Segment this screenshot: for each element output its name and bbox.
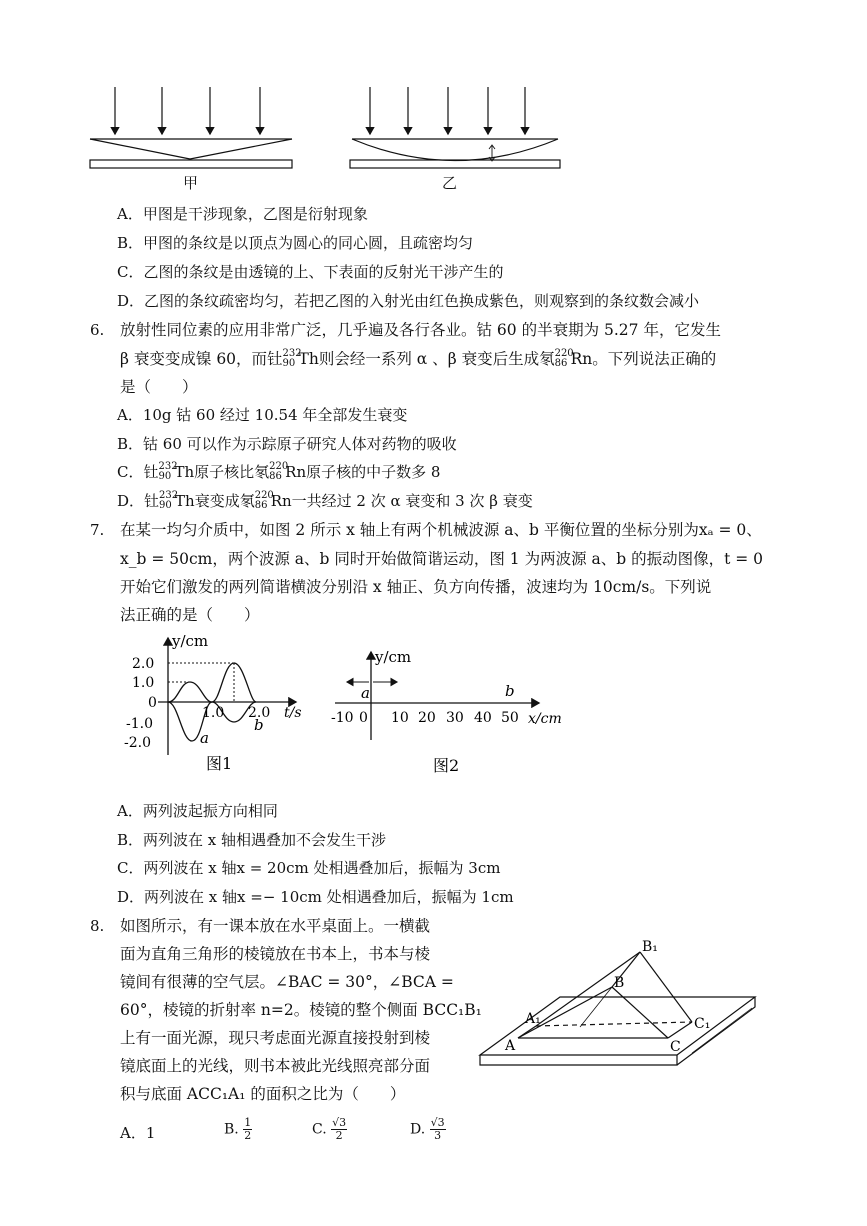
fig2-xtick-0: 0 [359, 710, 368, 726]
q7-stem-line2: x_b = 50cm，两个波源 a、b 同时开始做简谐运动，图 1 为两波源 a、b 的振动图像，t = 0 [120, 550, 764, 568]
fig1-ytick-1: 1.0 [132, 675, 155, 691]
fig1-ylabel: y/cm [172, 632, 209, 650]
q8-stem-line3: 镜间有很薄的空气层。∠BAC = 30°，∠BCA = [120, 973, 454, 991]
q5-option-c: C．乙图的条纹是由透镜的上、下表面的反射光干涉产生的 [117, 263, 504, 281]
q8-stem-line1: 如图所示，有一课本放在水平桌面上。一横截 [120, 917, 431, 935]
q5-option-b: B．甲图的条纹是以顶点为圆心的同心圆，且疏密均匀 [117, 234, 474, 252]
q7-stem-line1: 在某一均匀介质中，如图 2 所示 x 轴上有两个机械波源 a、b 平衡位置的坐标分别为xₐ = 0、 [120, 521, 762, 539]
fig2-point-b: b [505, 682, 515, 700]
fig1-xtick-1: 1.0 [202, 705, 225, 721]
q8-prism-figure [470, 935, 770, 1085]
th-isotope: 232 90 [282, 348, 302, 369]
q8-number: 8. [90, 917, 105, 935]
fig1-ytick-m1: -1.0 [126, 716, 153, 732]
q8-stem-line2: 面为直角三角形的棱镜放在书本上，书本与棱 [120, 945, 431, 963]
q8-stem-line6: 镜底面上的光线，则书本被此光线照亮部分面 [120, 1057, 431, 1075]
q6-option-c: C．钍 232 90 Th原子核比氡 220 86 Rn原子核的中子数多 8 [117, 461, 441, 482]
q7-option-a: A．两列波起振方向相同 [117, 802, 278, 820]
q6-stem-line1: 放射性同位素的应用非常广泛，几乎遍及各行各业。钴 60 的半衰期为 5.27 年，它发生 [120, 321, 721, 339]
q8-option-c: C. $\frac{√3}{2}$ [312, 1116, 347, 1142]
q6-option-b: B．钴 60 可以作为示踪原子研究人体对药物的吸收 [117, 435, 457, 453]
fig2-ylabel: y/cm [375, 648, 412, 666]
q7-figure-2 [325, 640, 575, 780]
fig2-xtick-40: 40 [474, 710, 492, 726]
q5-option-d: D．乙图的条纹疏密均匀，若把乙图的入射光由红色换成紫色，则观察到的条纹数会减小 [117, 292, 700, 310]
q6-stem-line3: 是（ ） [120, 378, 198, 396]
q8-label-C1: C₁ [694, 1016, 711, 1032]
fig2-xlabel: x/cm [528, 711, 562, 727]
fig1-ytick-2: 2.0 [132, 656, 155, 672]
fig2-caption: 图2 [433, 756, 460, 775]
q8-option-b: B. $\frac{1}{2}$ [224, 1116, 252, 1142]
fig1-xlabel: t/s [284, 705, 302, 721]
q7-stem-line3: 开始它们激发的两列简谐横波分别沿 x 轴正、负方向传播，波速均为 10cm/s。下列说 [120, 578, 712, 596]
fig1-ytick-m2: -2.0 [124, 735, 151, 751]
fig1-label-b: b [254, 716, 264, 734]
fig1-label-a: a [200, 729, 209, 747]
q7-figure-1 [118, 630, 318, 775]
q7-stem-line4: 法正确的是（ ） [120, 606, 260, 624]
fig2-xtick-50: 50 [501, 710, 519, 726]
q6-option-a: A．10g 钴 60 经过 10.54 年全部发生衰变 [117, 406, 408, 424]
fig-yi-lens [350, 87, 560, 168]
fig-jia-label: 甲 [183, 174, 199, 192]
q8-label-A: A [505, 1038, 516, 1054]
fig1-caption: 图1 [206, 754, 233, 773]
q8-stem-line4: 60°，棱镜的折射率 n=2。棱镜的整个侧面 BCC₁B₁ [120, 1001, 482, 1019]
rn-isotope: 220 86 [554, 348, 574, 369]
q6-option-d: D．钍 232 90 Th衰变成氡 220 86 Rn一共经过 2 次 α 衰变和 3 次 β 衰变 [117, 490, 533, 511]
q7-option-c: C．两列波在 x 轴x = 20cm 处相遇叠加后，振幅为 3cm [117, 859, 501, 877]
fig-yi-label: 乙 [442, 174, 458, 192]
q6-number: 6. [90, 321, 105, 339]
fig2-xtick-30: 30 [446, 710, 464, 726]
fig2-xtick-m10: -10 [331, 710, 354, 726]
q7-number: 7. [90, 521, 105, 539]
q8-stem-line5: 上有一面光源，现只考虑面光源直接投射到棱 [120, 1029, 431, 1047]
q8-label-B1: B₁ [642, 939, 658, 955]
fig-jia-wedge [90, 87, 292, 168]
fig2-xtick-20: 20 [418, 710, 436, 726]
q7-option-b: B．两列波在 x 轴相遇叠加不会发生干涉 [117, 831, 387, 849]
fig1-ytick-0: 0 [148, 695, 157, 711]
fig2-xtick-10: 10 [391, 710, 409, 726]
q6-stem-line2: β 衰变变成镍 60，而钍 232 90 Th则会经一系列 α 、β 衰变后生成氡 220 86 Rn。下列说法正确的 [120, 348, 717, 369]
q8-label-B: B [614, 975, 625, 991]
q5-option-a: A．甲图是干涉现象，乙图是衍射现象 [117, 205, 368, 223]
q8-label-A1: A₁ [525, 1011, 541, 1027]
fig1-xtick-2: 2.0 [248, 705, 271, 721]
q8-option-a: A．1 [120, 1124, 156, 1142]
q8-stem-line7: 积与底面 ACC₁A₁ 的面积之比为（ ） [120, 1085, 406, 1103]
q8-option-d: D. $\frac{√3}{3}$ [410, 1116, 445, 1142]
q7-option-d: D．两列波在 x 轴x =− 10cm 处相遇叠加后，振幅为 1cm [117, 888, 514, 906]
interference-figure-top [80, 82, 570, 192]
q8-label-C: C [670, 1039, 681, 1055]
fig2-point-a: a [361, 684, 370, 702]
